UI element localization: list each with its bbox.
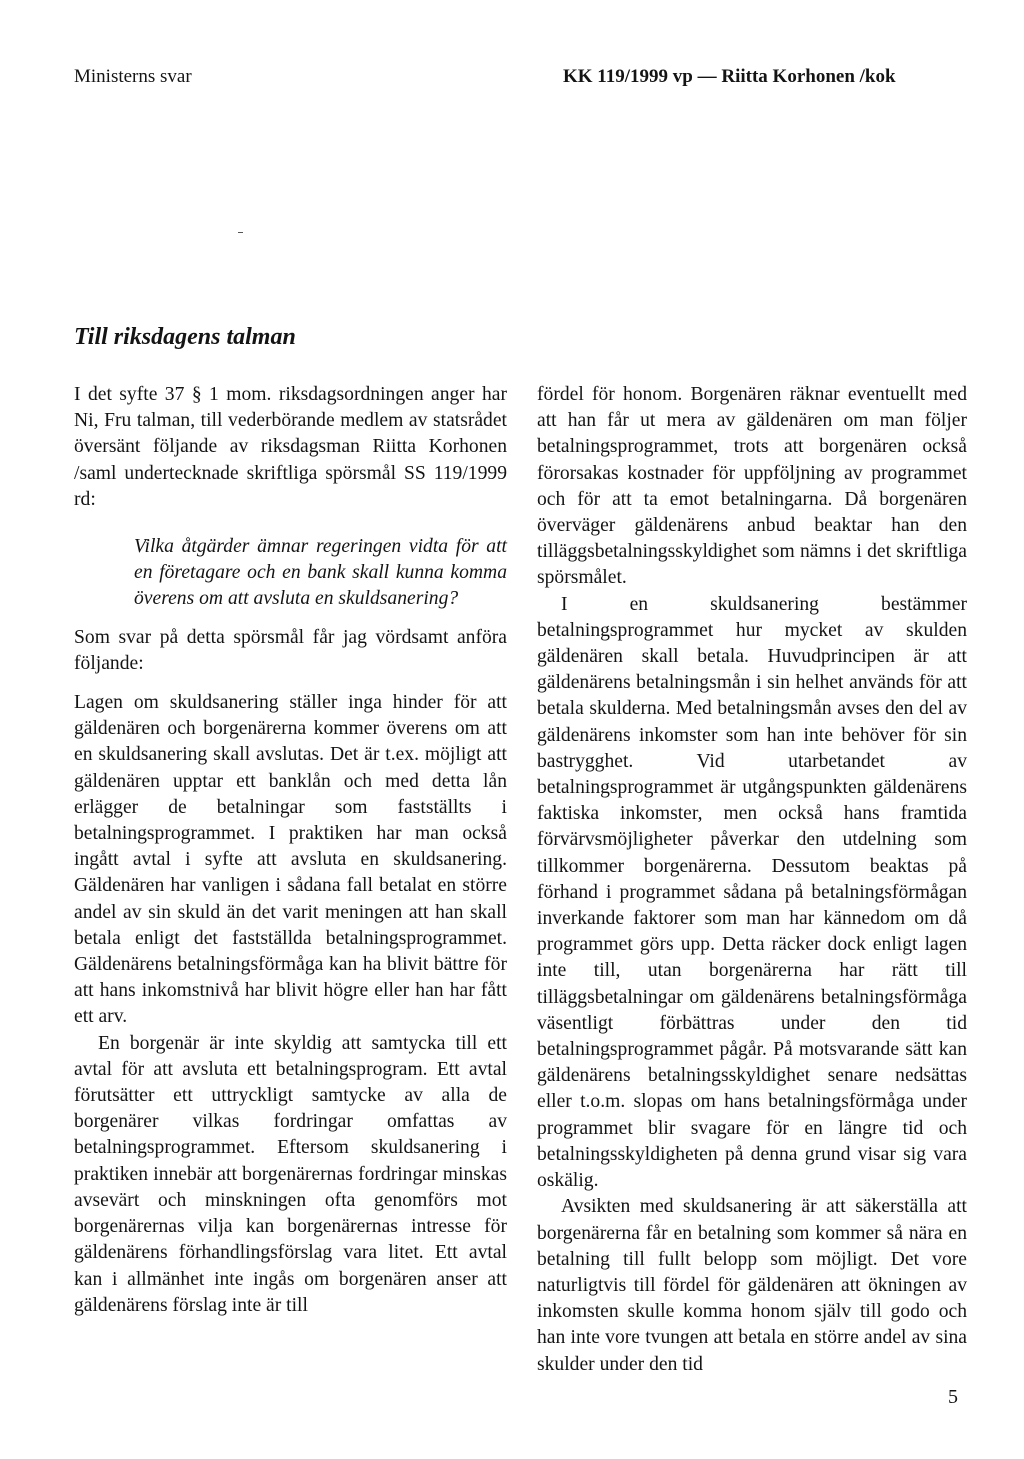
salutation-heading: Till riksdagens talman	[74, 324, 296, 350]
body-paragraph: Avsikten med skuldsanering är att säkerställa att borgenärerna får en betalning som kommer så nära en betalning till fullt belopp som möjligt. Det vore naturligtvis till fördel för gäldenären att ökningen av inkomsten skulle komma honom själv till godo och han inte vore tvungen att betala en större andel av sina skulder under den tid	[537, 1196, 967, 1375]
body-paragraph: fördel för honom. Borgenären räknar eventuellt med att han får ut mera av gäldenären om man följer betalningsprogrammet, trots att borgenären också förorsakas kostnader för uppföljning av programmet och för att ta emot betalningarna. Då borgenären överväger gäldenärens anbud beaktar han den tilläggsbetalningsskyldighet som nämns i det skriftliga spörsmålet.	[537, 384, 967, 589]
question-quote: Vilka åtgärder ämnar regeringen vidta för att en företagare och en bank skall kunna komma överens om att avsluta en skuldsanering?	[134, 536, 507, 610]
left-column	[74, 382, 507, 1319]
body-paragraph: Lagen om skuldsanering ställer inga hinder för att gäldenären och borgenärerna kommer överens om att en skuldsanering skall avslutas. Det är t.ex. möjligt att gäldenären upptar ett banklån och med detta lån erlägger de betalningar som fastställts i betalningsprogrammet. I praktiken har man också ingått avtal i syfte att avsluta en skuldsanering. Gäldenären har vanligen i sådana fall betalat en större andel av sin skuld än det varit meningen att han skall betala enligt det fastställda betalningsprogrammet. Gäldenärens betalningsförmåga kan ha blivit bättre för att hans inkomstnivå har blivit högre eller han har fått ett arv.	[74, 692, 507, 1028]
header-left: Ministerns svar	[74, 66, 192, 87]
body-paragraph: En borgenär är inte skyldig att samtycka till ett avtal för att avsluta ett betalningsprogram. Ett avtal förutsätter ett uttryckligt samtycke av alla de borgenärer vilkas fordringar omfattas av betalningsprogrammet. Eftersom skuldsanering i praktiken innebär att borgenärernas fordringar minskas avsevärt och minskningen ofta genomförs mot borgenärernas vilja kan borgenärernas intresse för gäldenärens förhandlingsförslag vara litet. Ett avtal kan i allmänhet inte ingås om borgenären anser att gäldenärens förslag inte är till	[74, 1032, 507, 1316]
stray-mark	[238, 232, 243, 233]
intro-paragraph: I det syfte 37 § 1 mom. riksdagsordningen anger har Ni, Fru talman, till vederbörande medlem av statsrådet översänt följande av riksdagsman Riitta Korhonen /saml undertecknade skriftliga spörsmål SS 119/1999 rd:	[74, 384, 507, 510]
right-column	[537, 382, 967, 1378]
page-number: 5	[948, 1386, 958, 1408]
body-paragraph: I en skuldsanering bestämmer betalningsprogrammet hur mycket av skulden gäldenären skall betala. Huvudprincipen är att gäldenärens betalningsmån i sin helhet används för att betala skulderna. Med betalningsmån avses den del av gäldenärens inkomster som han inte behöver för sin bastrygghet. Vid utarbetandet av betalningsprogrammet är utgångspunkten gäldenärens faktiska inkomster, men också hans framtida förvärvsmöjligheter påverkar den utdelning som tillkommer borgenärerna. Dessutom beaktas på förhand i programmet sådana på betalningsförmågan inverkande faktorer som man har kännedom om då programmet görs upp. Detta räcker dock enligt lagen inte till, utan borgenärerna har rätt till tilläggsbetalningar om gäldenärens betalningsförmåga väsentligt förbättras under den tid betalningsprogrammet pågår. På motsvarande sätt kan gäldenärens betalningsskyldighet senare nedsättas eller t.o.m. slopas om hans betalningsförmåga under programmet blir svagare för en längre tid och betalningsskyldigheten på denna grund visar sig vara oskälig.	[537, 593, 967, 1192]
header-right: KK 119/1999 vp — Riitta Korhonen /kok	[563, 66, 896, 87]
answer-intro-paragraph: Som svar på detta spörsmål får jag vördsamt anföra följande:	[74, 626, 507, 674]
